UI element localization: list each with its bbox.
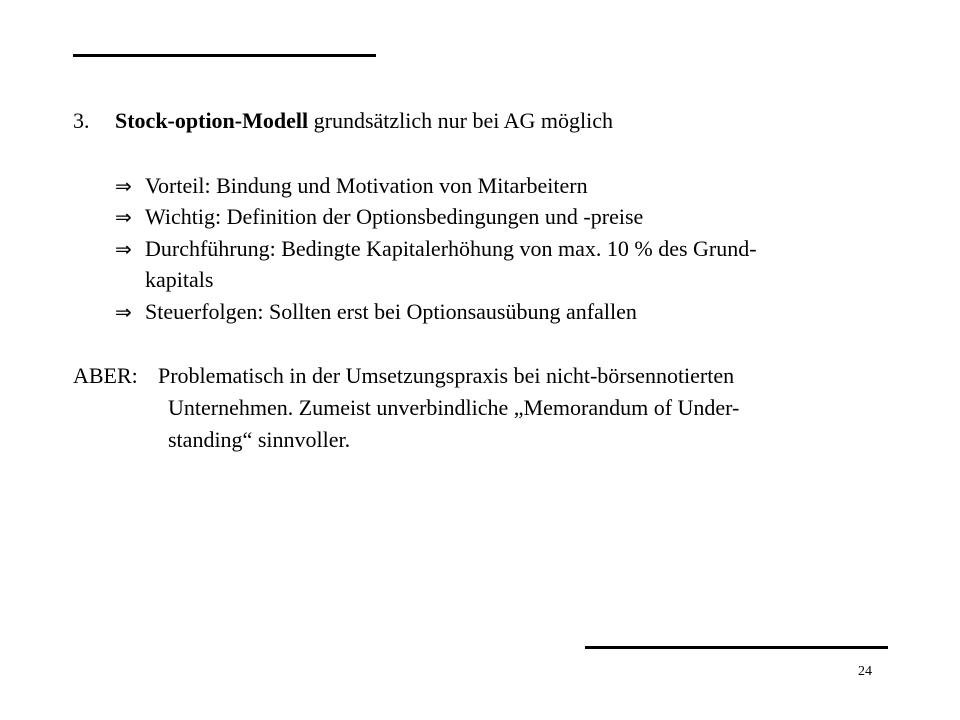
- bottom-rule: [585, 646, 888, 649]
- aber-text: Problematisch in der Umsetzungspraxis bei nicht-börsennotierten: [158, 363, 735, 388]
- bullet-text: Wichtig: Definition der Optionsbedingungen und -preise: [145, 204, 644, 229]
- implies-arrow-icon: ⇒: [115, 300, 132, 324]
- aber-text: standing“ sinnvoller.: [168, 427, 351, 452]
- heading-bold: Stock-option-Modell: [115, 108, 309, 133]
- implies-arrow-icon: ⇒: [115, 205, 132, 229]
- bullet-text-continuation: kapitals: [145, 267, 214, 292]
- item-number: 3.: [73, 108, 90, 133]
- bullet-text: Durchführung: Bedingte Kapitalerhöhung von max. 10 % des Grund-: [145, 236, 757, 261]
- top-rule: [73, 54, 376, 57]
- bullet-text: Vorteil: Bindung und Motivation von Mitarbeitern: [145, 173, 588, 198]
- page-number: 24: [858, 664, 872, 679]
- heading-rest: grundsätzlich nur bei AG möglich: [308, 108, 614, 133]
- bullet-text: Steuerfolgen: Sollten erst bei Optionsausübung anfallen: [145, 299, 637, 324]
- aber-text: Unternehmen. Zumeist unverbindliche „Memorandum of Under-: [168, 395, 740, 420]
- heading-text: [115, 108, 613, 134]
- implies-arrow-icon: ⇒: [115, 237, 132, 261]
- aber-label: ABER:: [73, 363, 138, 388]
- implies-arrow-icon: ⇒: [115, 174, 132, 198]
